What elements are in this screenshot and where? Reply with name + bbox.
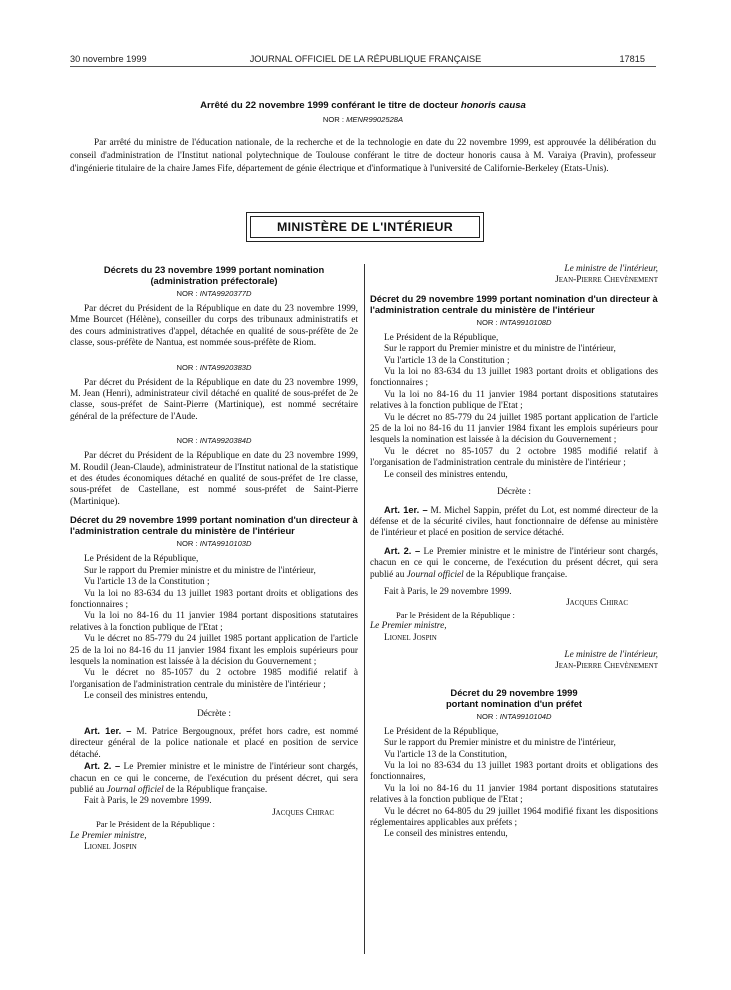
nor-code: INTA9920383D: [199, 362, 252, 372]
decret-paragraph: Par décret du Président de la République en date du 23 novembre 1999, M. Jean (Henri), administrateur civil détaché en qualité de sous-préfet de 2e classe, sous-préfet de Saint-Pierre (Martinique), est nommé secrétaire général de la préfecture de l'Aude.: [70, 377, 358, 422]
visa-line: Le Président de la République,: [384, 726, 499, 737]
article-1: [70, 726, 358, 761]
article-text: de la République française.: [463, 569, 568, 580]
fait-line: Fait à Paris, le 29 novembre 1999.: [84, 796, 212, 807]
nor-label: NOR :: [322, 115, 347, 124]
decret-paragraph: Par décret du Président de la République en date du 23 novembre 1999, M. Roudil (Jean-Claude), administrateur de l'Institut national de la statistique et des études économiques détaché en qualité de sous-préfet de 1re classe, sous-préfet de Castellane, est nommé sous-préfet de Saint-Pierre (Martinique).: [70, 451, 358, 507]
decret-title: Décret du 29 novembre 1999 portant nomination d'un directeur à l'administration centrale du ministère de l'intérieur: [370, 292, 658, 315]
nor-label: NOR :: [176, 289, 200, 298]
article-text: M. Patrice Bergougnoux, préfet hors cadre, est nommé directeur général de la police nationale et placé en position de service détaché.: [70, 726, 358, 760]
visa-line: Le conseil des ministres entendu,: [84, 691, 208, 702]
article-label: Art. 1er. –: [84, 725, 132, 736]
nor-code: INTA9920377D: [199, 289, 252, 298]
article-text: de la République française.: [163, 785, 268, 795]
decrete-label: Décrète :: [497, 487, 531, 498]
nor-label: NOR :: [176, 436, 200, 446]
visa-line: Vu le décret no 85-779 du 24 juillet 1985 portant application de l'article 25 de la loi no 84-16 du 11 janvier 1984 fixant les emplois supérieurs pour lesquels la nomination est laissée à la décision du Gouvernement ;: [370, 412, 658, 446]
pm-title: Le Premier ministre,: [370, 621, 447, 632]
visa-line: Sur le rapport du Premier ministre et du ministre de l'intérieur,: [384, 344, 616, 355]
header-rule: [70, 66, 656, 67]
right-column: [370, 264, 658, 841]
article-text: Le Premier ministre et le ministre de l'intérieur sont chargés, chacun en ce qui le concerne, de l'exécution du présent décret, qui sera publié au: [370, 546, 658, 580]
decret-nor: [370, 318, 658, 327]
article-text: M. Michel Sappin, préfet du Lot, est nommé directeur de la défense et de la sécurité civiles, haut fonctionnaire de défense au ministère de l'intérieur et placé en position de service détaché.: [370, 505, 658, 539]
decrets-title: Décrets du 23 novembre 1999 portant nomination (administration préfectorale): [103, 264, 325, 286]
minister-name: Jean-Pierre Chevènement: [555, 275, 658, 286]
visa-line: Vu la loi no 83-634 du 13 juillet 1983 portant droits et obligations des fonctionnaires ;: [70, 588, 358, 610]
nor-code: MENR9902528A: [346, 115, 404, 124]
article-1: [370, 505, 658, 540]
nor-code: INTA9910108D: [499, 317, 552, 327]
pm-name: Lionel Jospin: [84, 842, 137, 853]
visa-line: Vu la loi no 84-16 du 11 janvier 1984 portant dispositions statutaires relatives à la fonction publique de l'Etat ;: [370, 389, 658, 412]
par-president: Par le Président de la République :: [396, 609, 515, 620]
nor-code: INTA9910103D: [199, 539, 252, 549]
par-president: Par le Président de la République :: [96, 819, 215, 830]
decret-nor: [370, 712, 658, 721]
visa-line: Le conseil des ministres entendu,: [384, 829, 508, 840]
pm-title: Le Premier ministre,: [70, 830, 147, 841]
visa-line: Vu l'article 13 de la Constitution,: [384, 749, 507, 760]
decret-title-l1: Décret du 29 novembre 1999: [450, 686, 578, 698]
visa-line: Vu le décret no 64-805 du 29 juillet 1964 modifié fixant les dispositions réglementaires applicables aux préfets ;: [370, 806, 658, 829]
decret-title-l2: portant nomination d'un préfet: [445, 697, 583, 709]
fait-line: Fait à Paris, le 29 novembre 1999.: [384, 586, 512, 597]
decret-nor: [70, 539, 358, 548]
article-2: [70, 761, 358, 796]
visa-line: Sur le rapport du Premier ministre et du ministre de l'intérieur,: [84, 565, 316, 576]
arrete-title-italic: honoris causa: [460, 100, 526, 111]
visa-line: Le conseil des ministres entendu,: [384, 469, 508, 480]
arrete-title-text: Arrêté du 22 novembre 1999 conférant le titre de docteur: [200, 100, 461, 111]
nor-label: NOR :: [176, 539, 200, 549]
article-2: [370, 546, 658, 581]
visa-line: Le Président de la République,: [84, 554, 199, 565]
journal-officiel-ref: Journal officiel: [406, 569, 464, 580]
header-page-number: 17815: [619, 54, 645, 64]
decrete-label: Décrète :: [197, 708, 231, 719]
signer-name: Jacques Chirac: [272, 807, 334, 818]
arrete-title: [70, 100, 656, 111]
journal-officiel-ref: Journal officiel: [106, 785, 164, 795]
article-label: Art. 1er. –: [384, 504, 428, 515]
article-text: Le Premier ministre et le ministre de l'intérieur sont chargés, chacun en ce qui le concerne, de l'exécution du présent décret, qui sera publié au: [70, 762, 358, 795]
ministry-heading-box: [246, 212, 484, 242]
decrets-nor-3: [70, 436, 358, 445]
visa-line: Vu la loi no 84-16 du 11 janvier 1984 portant dispositions statutaires relatives à la fonction publique de l'Etat ;: [70, 611, 358, 633]
nor-code: INTA9920384D: [199, 436, 252, 446]
nor-label: NOR :: [476, 711, 500, 721]
visa-line: Vu le décret no 85-1057 du 2 octobre 1985 modifié relatif à l'organisation de l'administration centrale du ministère de l'intérieur ;: [370, 446, 658, 469]
minister-title: Le ministre de l'intérieur,: [564, 264, 658, 274]
article-label: Art. 2. –: [84, 761, 121, 772]
visa-line: Le Président de la République,: [384, 332, 499, 343]
visa-line: Vu l'article 13 de la Constitution ;: [84, 577, 210, 588]
minister-name: Jean-Pierre Chevènement: [555, 661, 658, 672]
visa-line: Sur le rapport du Premier ministre et du ministre de l'intérieur,: [384, 738, 616, 749]
nor-label: NOR :: [176, 362, 200, 372]
visa-line: Vu la loi no 83-634 du 13 juillet 1983 portant droits et obligations des fonctionnaires ;: [370, 367, 658, 389]
signer-name: Jacques Chirac: [566, 598, 628, 609]
decrets-nor-1: [70, 289, 358, 298]
visa-line: Vu le décret no 85-779 du 24 juillet 1985 portant application de l'article 25 de la loi no 84-16 du 11 janvier 1984 fixant les emplois supérieurs pour lesquels la nomination est laissée à la décision du Gouvernement ;: [70, 634, 358, 667]
nor-label: NOR :: [476, 317, 500, 327]
pm-name: Lionel Jospin: [384, 632, 437, 643]
visa-line: Vu la loi no 84-16 du 11 janvier 1984 portant dispositions statutaires relatives à la fonction publique de l'Etat ;: [370, 783, 658, 806]
arrete-body: Par arrêté du ministre de l'éducation nationale, de la recherche et de la technologie en date du 22 novembre 1999, est approuvée la délibération du conseil d'administration de l'Institut national polytechnique de Toulouse conférant le titre de docteur honoris causa à M. Varaiya (Pravin), professeur d'ingénierie titulaire de la chaire James Fife, département de génie électrique et d'informatique à l'université de Californie-Berkeley (Etats-Unis).: [70, 138, 656, 175]
article-label: Art. 2. –: [384, 545, 421, 556]
ministry-heading: MINISTÈRE DE L'INTÉRIEUR: [250, 216, 480, 238]
header-date: 30 novembre 1999: [70, 54, 147, 64]
decrets-nor-2: [70, 363, 358, 372]
left-column: [70, 264, 358, 853]
visa-line: Vu l'article 13 de la Constitution ;: [384, 355, 510, 366]
visa-line: Vu la loi no 83-634 du 13 juillet 1983 portant droits et obligations des fonctionnaires,: [370, 761, 658, 783]
header-journal-title: JOURNAL OFFICIEL DE LA RÉPUBLIQUE FRANÇAISE: [249, 54, 482, 64]
minister-title: Le ministre de l'intérieur,: [564, 649, 658, 660]
decret-title: Décret du 29 novembre 1999 portant nomination d'un directeur à l'administration centrale du ministère de l'intérieur: [70, 514, 358, 537]
column-divider: [364, 264, 365, 954]
nor-code: INTA9910104D: [499, 711, 552, 721]
visa-line: Vu le décret no 85-1057 du 2 octobre 1985 modifié relatif à l'organisation de l'administration centrale du ministère de l'intérieur ;: [70, 668, 358, 690]
decret-paragraph: Par décret du Président de la République en date du 23 novembre 1999, Mme Bourcet (Hélène), conseiller du corps des tribunaux administratifs et des cours administratives d'appel, détachée en qualité de sous-préfète de 2e classe, sous-préfète de Nantua, est nommée sous-préfète de Riom.: [70, 304, 358, 349]
arrete-nor: [70, 115, 656, 124]
